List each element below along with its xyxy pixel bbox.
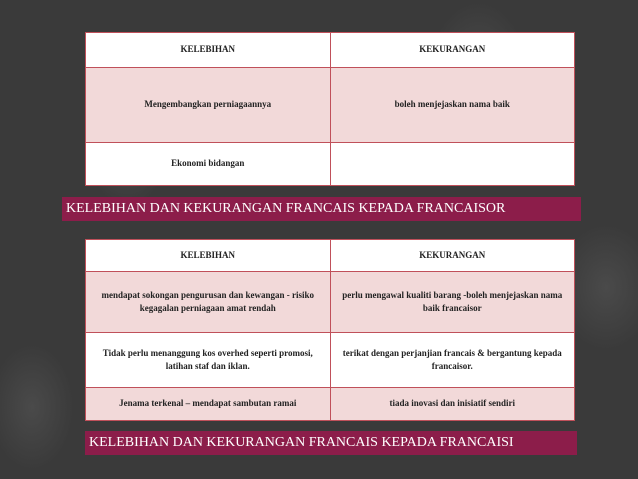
header-kekurangan: KEKURANGAN [330,240,575,272]
table-francaisor [85,32,575,186]
cell-kelebihan: mendapat sokongan pengurusan dan kewangan - risiko kegagalan perniagaan amat rendah [86,272,331,333]
cell-kelebihan: Ekonomi bidangan [86,143,331,186]
cell-kekurangan: terikat dengan perjanjian francais & bergantung kepada francaisor. [330,333,575,388]
cell-kelebihan: Tidak perlu menanggung kos overhed seperti promosi, latihan staf dan iklan. [86,333,331,388]
cell-kelebihan: Jenama terkenal – mendapat sambutan ramai [86,388,331,421]
cell-kekurangan: tiada inovasi dan inisiatif sendiri [330,388,575,421]
cell-kelebihan: Mengembangkan perniagaannya [86,68,331,143]
table-francaisi [85,239,575,421]
header-kekurangan: KEKURANGAN [330,33,575,68]
cell-kekurangan: boleh menjejaskan nama baik [330,68,575,143]
header-kelebihan: KELEBIHAN [86,33,331,68]
table-header-row [86,240,575,272]
table-row [86,333,575,388]
table-header-row [86,33,575,68]
header-kelebihan: KELEBIHAN [86,240,331,272]
table-row [86,143,575,186]
cell-kekurangan [330,143,575,186]
banner-francaisi: KELEBIHAN DAN KEKURANGAN FRANCAIS KEPADA FRANCAISI [85,431,577,455]
cell-kekurangan: perlu mengawal kualiti barang -boleh menjejaskan nama baik francaisor [330,272,575,333]
table-row [86,68,575,143]
table-row [86,388,575,421]
table-row [86,272,575,333]
banner-francaisor: KELEBIHAN DAN KEKURANGAN FRANCAIS KEPADA FRANCAISOR [62,197,581,221]
